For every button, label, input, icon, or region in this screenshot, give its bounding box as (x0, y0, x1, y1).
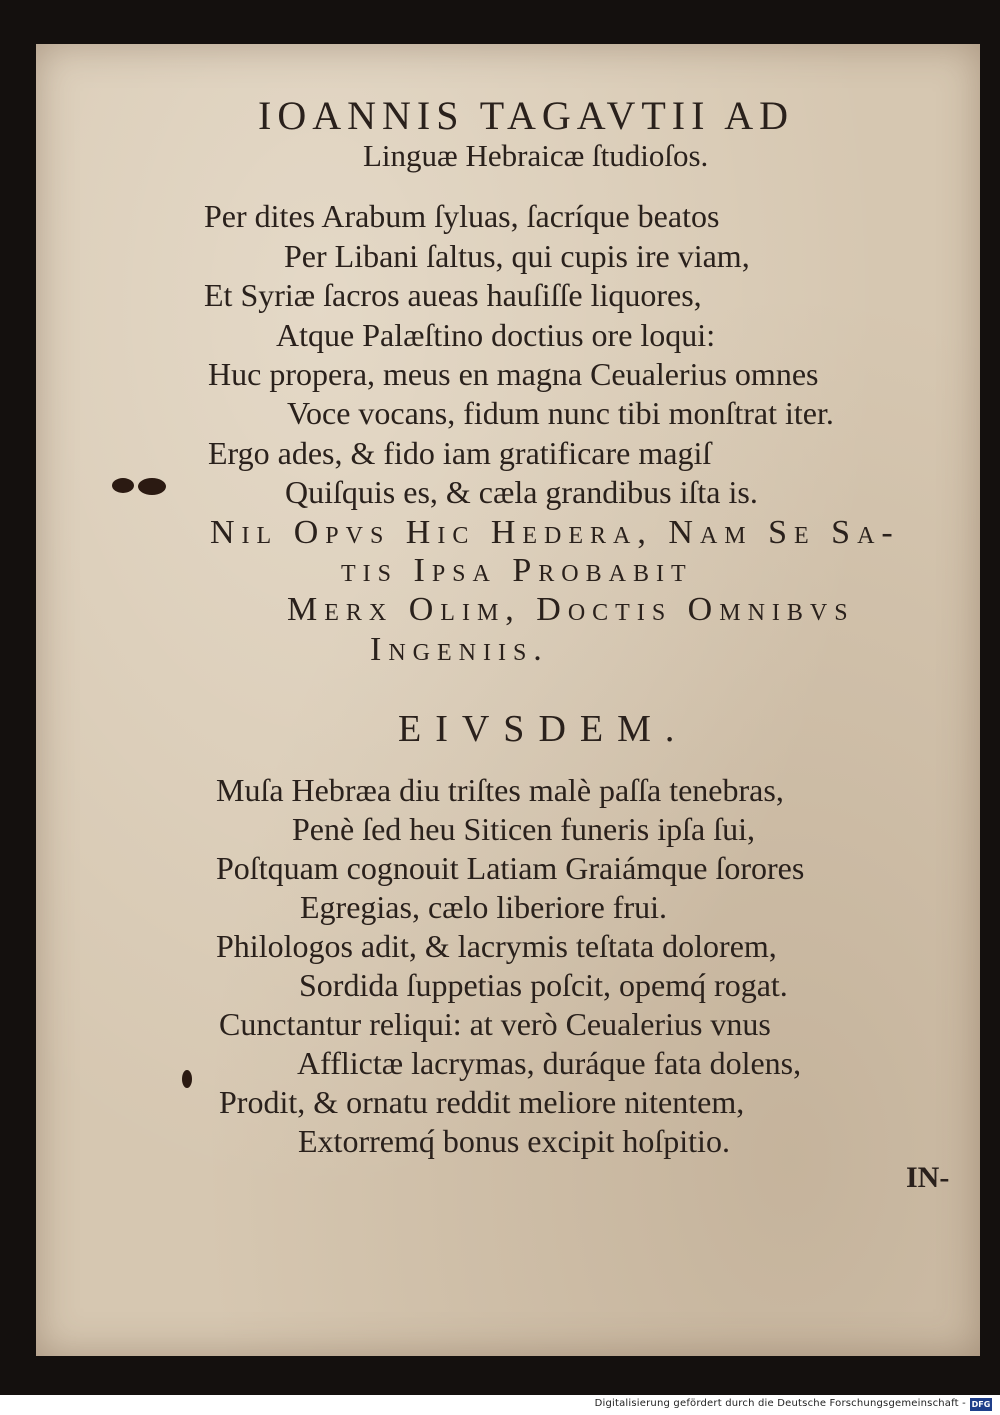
dfg-logo-icon: DFG (971, 1400, 991, 1409)
poem2-line-7: Cunctantur reliqui: at verò Ceualerius vnus (219, 1006, 771, 1042)
poem1-line-4: Atque Palæſtino doctius ore loqui: (276, 317, 716, 353)
catchword: IN- (906, 1161, 950, 1194)
section-heading: EIVSDEM. (398, 708, 689, 750)
digitization-footer (0, 1395, 1000, 1415)
poem1-line-2: Per Libani ſaltus, qui cupis ire viam, (284, 238, 750, 274)
ink-blot (138, 478, 166, 495)
poem2-line-8: Afflictæ lacrymas, duráque fata dolens, (297, 1045, 802, 1081)
poem2-line-9: Prodit, & ornatu reddit meliore nitentem, (219, 1084, 745, 1120)
poem1-caps-line-4: Ingeniis. (370, 631, 549, 668)
poem1-caps-line-2: tis Ipsa Probabit (341, 552, 693, 589)
page-title: IOANNIS TAGAVTII AD (258, 93, 794, 138)
poem1-line-5: Huc propera, meus en magna Ceualerius omnes (208, 356, 819, 392)
footer-credit-text: Digitalisierung gefördert durch die Deutsche Forschungsgemeinschaft - (594, 1398, 966, 1409)
poem1-caps-line-3: Merx Olim, Doctis Omnibvs (287, 591, 855, 628)
poem1-line-6: Voce vocans, fidum nunc tibi monſtrat iter. (287, 395, 834, 431)
poem1-caps-line-1: Nil Opvs Hic Hedera, Nam Se Sa- (210, 514, 900, 551)
poem1-line-3: Et Syriæ ſacros aueas hauſiſſe liquores, (204, 277, 702, 313)
poem2-line-5: Philologos adit, & lacrymis teſtata dolorem, (216, 928, 777, 964)
poem1-line-7: Ergo ades, & fido iam gratificare magiſ (208, 435, 712, 471)
poem2-line-6: Sordida ſuppetias poſcit, opemq́ rogat. (299, 967, 788, 1003)
poem2-line-2: Penè ſed heu Siticen funeris ipſa ſui, (292, 811, 755, 847)
ink-blot (112, 478, 134, 493)
ink-blot (182, 1070, 192, 1088)
poem2-line-10: Extorremq́ bonus excipit hoſpitio. (298, 1123, 730, 1159)
poem1-line-8: Quiſquis es, & cæla grandibus iſta is. (285, 474, 758, 510)
poem2-line-4: Egregias, cælo liberiore frui. (300, 889, 667, 925)
poem2-line-3: Poſtquam cognouit Latiam Graiámque ſorores (216, 850, 805, 886)
poem2-line-1: Muſa Hebræa diu triſtes malè paſſa tenebras, (216, 772, 784, 808)
poem1-line-1: Per dites Arabum ſyluas, ſacríque beatos (204, 198, 720, 234)
page-subtitle: Linguæ Hebraicæ ſtudioſos. (363, 138, 709, 173)
